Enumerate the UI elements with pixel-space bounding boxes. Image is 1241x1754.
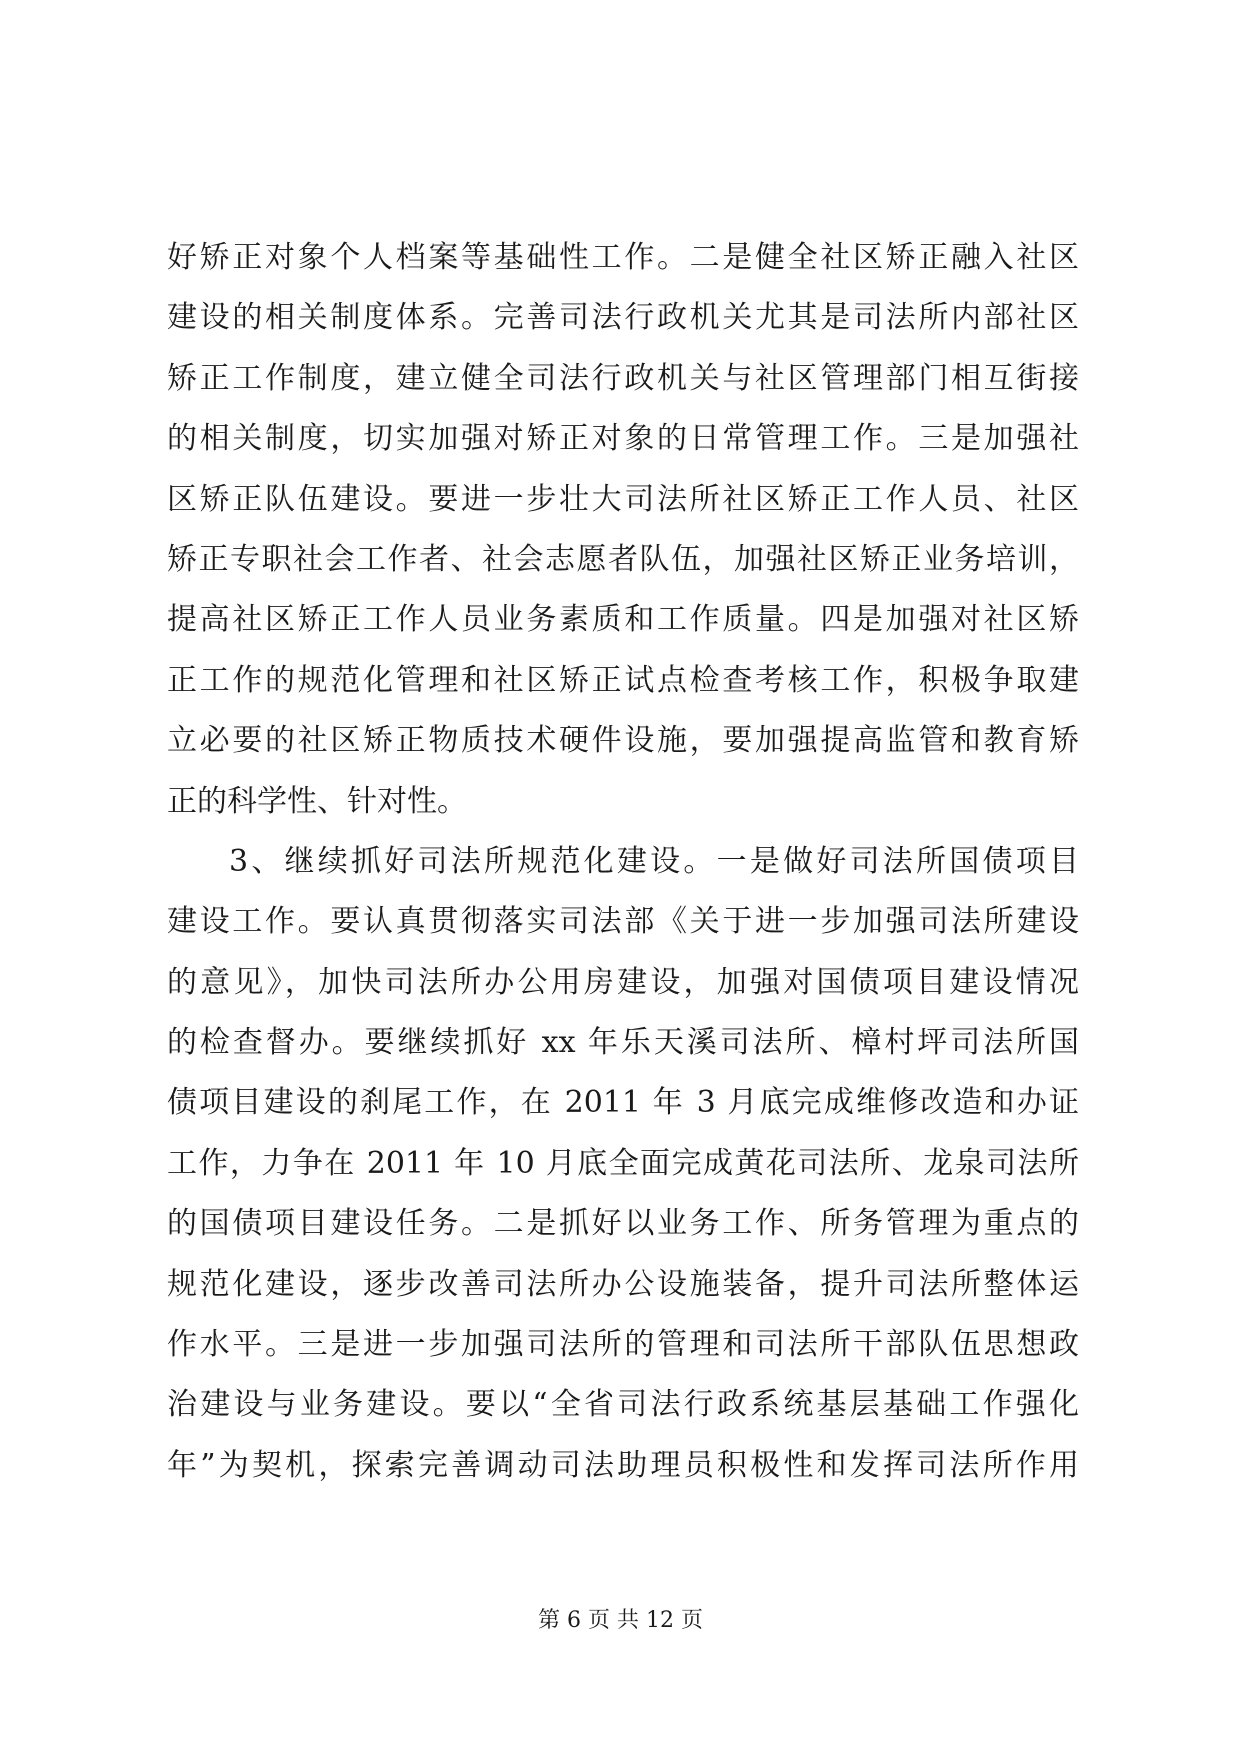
paragraph-line: 矫正专职社会工作者、社会志愿者队伍，加强社区矫正业务培训， [167, 541, 1079, 577]
paragraph-line: 3、继续抓好司法所规范化建设。一是做好司法所国债项目 [229, 843, 1079, 879]
paragraph-line: 治建设与业务建设。要以“全省司法行政系统基层基础工作强化 [167, 1387, 1079, 1423]
paragraph-line: 正的科学性、针对性。 [167, 783, 467, 819]
document-body [167, 228, 1079, 1496]
paragraph-line: 作水平。三是进一步加强司法所的管理和司法所干部队伍思想政 [167, 1327, 1079, 1363]
paragraph-line: 的相关制度，切实加强对矫正对象的日常管理工作。三是加强社 [167, 421, 1079, 457]
paragraph [167, 228, 1079, 832]
paragraph-line: 的国债项目建设任务。二是抓好以业务工作、所务管理为重点的 [167, 1206, 1079, 1242]
paragraph-line: 债项目建设的刹尾工作，在 2011 年 3 月底完成维修改造和办证 [167, 1085, 1079, 1121]
paragraph-line: 立必要的社区矫正物质技术硬件设施，要加强提高监管和教育矫 [167, 723, 1079, 759]
paragraph-line: 工作，力争在 2011 年 10 月底全面完成黄花司法所、龙泉司法所 [167, 1145, 1079, 1181]
paragraph-line: 的意见》，加快司法所办公用房建设，加强对国债项目建设情况 [167, 964, 1079, 1000]
paragraph [167, 832, 1079, 1496]
paragraph-line: 正工作的规范化管理和社区矫正试点检查考核工作，积极争取建 [167, 662, 1079, 698]
paragraph-line: 年”为契机，探索完善调动司法助理员积极性和发挥司法所作用 [167, 1447, 1079, 1483]
paragraph-line: 区矫正队伍建设。要进一步壮大司法所社区矫正工作人员、社区 [167, 481, 1079, 517]
paragraph-line: 建设的相关制度体系。完善司法行政机关尤其是司法所内部社区 [167, 300, 1079, 336]
page-number-footer: 第 6 页 共 12 页 [538, 1608, 703, 1633]
paragraph-line: 的检查督办。要继续抓好 xx 年乐天溪司法所、樟村坪司法所国 [167, 1025, 1079, 1061]
paragraph-line: 规范化建设，逐步改善司法所办公设施装备，提升司法所整体运 [167, 1266, 1079, 1302]
paragraph-line: 好矫正对象个人档案等基础性工作。二是健全社区矫正融入社区 [167, 240, 1079, 275]
paragraph-line: 提高社区矫正工作人员业务素质和工作质量。四是加强对社区矫 [167, 602, 1079, 638]
paragraph-line: 矫正工作制度，建立健全司法行政机关与社区管理部门相互街接 [167, 360, 1079, 396]
paragraph-line: 建设工作。要认真贯彻落实司法部《关于进一步加强司法所建设 [167, 904, 1079, 940]
